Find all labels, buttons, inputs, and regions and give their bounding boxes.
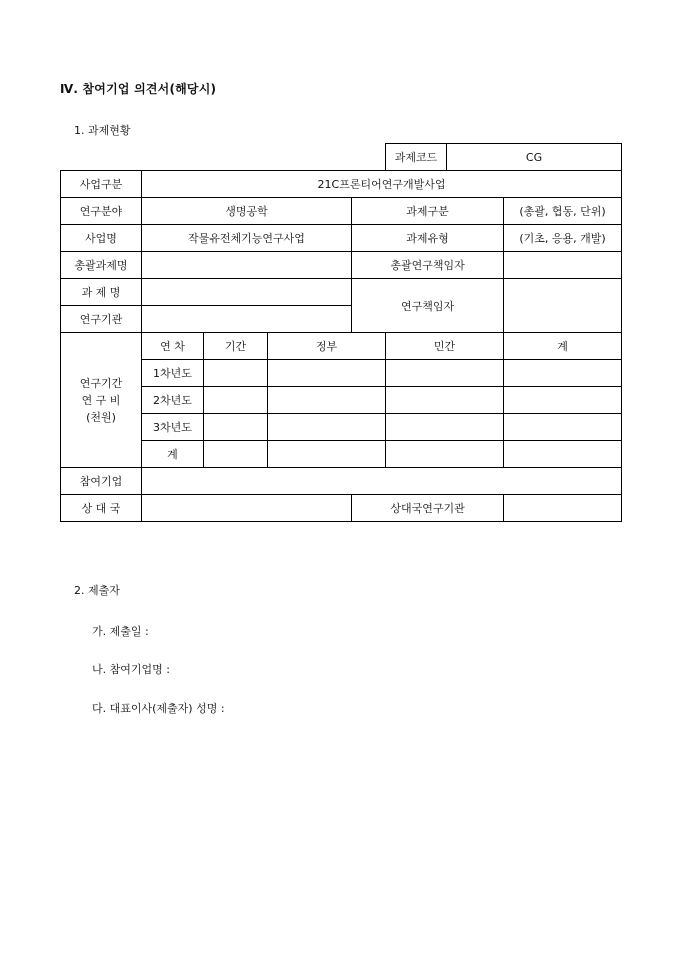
institution-field[interactable]: [142, 306, 352, 333]
row-counterpart: [61, 495, 622, 522]
row-task-code: [61, 144, 622, 171]
task-name-label: 과 제 명: [61, 279, 142, 306]
row-year1: [61, 360, 622, 387]
row-year3: [61, 414, 622, 441]
row-business-name: [61, 225, 622, 252]
participating-company-label: 참여기업: [61, 468, 142, 495]
col-header-year: 연 차: [142, 333, 204, 360]
business-name-value[interactable]: 작물유전체기능연구사업: [142, 225, 352, 252]
total-total-cell[interactable]: [504, 441, 622, 468]
row-budget-header: [61, 333, 622, 360]
row-label-year1: 1차년도: [142, 360, 204, 387]
task-type-value[interactable]: (기초, 응용, 개발): [504, 225, 622, 252]
period-cost-label-line2: 연 구 비: [81, 393, 121, 407]
year1-total-cell[interactable]: [504, 360, 622, 387]
year2-government-cell[interactable]: [268, 387, 386, 414]
submit-date-label: 가. 제출일 :: [92, 625, 149, 638]
year3-private-cell[interactable]: [386, 414, 504, 441]
col-header-total: 계: [504, 333, 622, 360]
counterpart-country-field[interactable]: [142, 495, 352, 522]
row-task-name: [61, 279, 622, 306]
task-name-field[interactable]: [142, 279, 352, 306]
row-overall-task: [61, 252, 622, 279]
business-category-label: 사업구분: [61, 171, 142, 198]
col-header-government: 정부: [268, 333, 386, 360]
row-label-total: 계: [142, 441, 204, 468]
year2-total-cell[interactable]: [504, 387, 622, 414]
overall-researcher-label: 총괄연구책임자: [352, 252, 504, 279]
participating-company-field[interactable]: [142, 468, 622, 495]
overall-task-name-field[interactable]: [142, 252, 352, 279]
ceo-name-label: 다. 대표이사(제출자) 성명 :: [92, 702, 225, 715]
business-category-value[interactable]: 21C프론티어연구개발사업: [142, 171, 622, 198]
counterpart-institution-field[interactable]: [504, 495, 622, 522]
col-header-period: 기간: [204, 333, 268, 360]
year2-private-cell[interactable]: [386, 387, 504, 414]
total-private-cell[interactable]: [386, 441, 504, 468]
year2-period-cell[interactable]: [204, 387, 268, 414]
research-field-value[interactable]: 생명공학: [142, 198, 352, 225]
year3-government-cell[interactable]: [268, 414, 386, 441]
row-label-year3: 3차년도: [142, 414, 204, 441]
counterpart-institution-label: 상대국연구기관: [352, 495, 504, 522]
row-budget-total: [61, 441, 622, 468]
period-cost-label: [61, 333, 142, 468]
task-category-value[interactable]: (총괄, 협동, 단위): [504, 198, 622, 225]
overall-task-name-label: 총괄과제명: [61, 252, 142, 279]
row-participating-company: [61, 468, 622, 495]
row-label-year2: 2차년도: [142, 387, 204, 414]
row-business-category: [61, 171, 622, 198]
company-name-label: 나. 참여기업명 :: [92, 663, 170, 676]
page-title: Ⅳ. 참여기업 의견서(해당시): [60, 82, 217, 96]
row-year2: [61, 387, 622, 414]
task-status-table: [60, 143, 622, 522]
row-research-field: [61, 198, 622, 225]
section-heading-submitter: 2. 제출자: [74, 584, 120, 597]
task-code-label: 과제코드: [386, 144, 447, 171]
business-name-label: 사업명: [61, 225, 142, 252]
year3-total-cell[interactable]: [504, 414, 622, 441]
year3-period-cell[interactable]: [204, 414, 268, 441]
task-category-label: 과제구분: [352, 198, 504, 225]
overall-researcher-field[interactable]: [504, 252, 622, 279]
researcher-label: 연구책임자: [352, 279, 504, 333]
total-period-cell[interactable]: [204, 441, 268, 468]
counterpart-country-label: 상 대 국: [61, 495, 142, 522]
period-cost-label-line1: 연구기간: [79, 376, 123, 390]
section-heading-task-status: 1. 과제현황: [74, 124, 131, 137]
research-field-label: 연구분야: [61, 198, 142, 225]
col-header-private: 민간: [386, 333, 504, 360]
institution-label: 연구기관: [61, 306, 142, 333]
researcher-field[interactable]: [504, 279, 622, 333]
year1-private-cell[interactable]: [386, 360, 504, 387]
task-type-label: 과제유형: [352, 225, 504, 252]
total-government-cell[interactable]: [268, 441, 386, 468]
year1-government-cell[interactable]: [268, 360, 386, 387]
year1-period-cell[interactable]: [204, 360, 268, 387]
period-cost-label-line3: (천원): [86, 410, 116, 424]
task-code-value[interactable]: CG: [447, 144, 622, 171]
